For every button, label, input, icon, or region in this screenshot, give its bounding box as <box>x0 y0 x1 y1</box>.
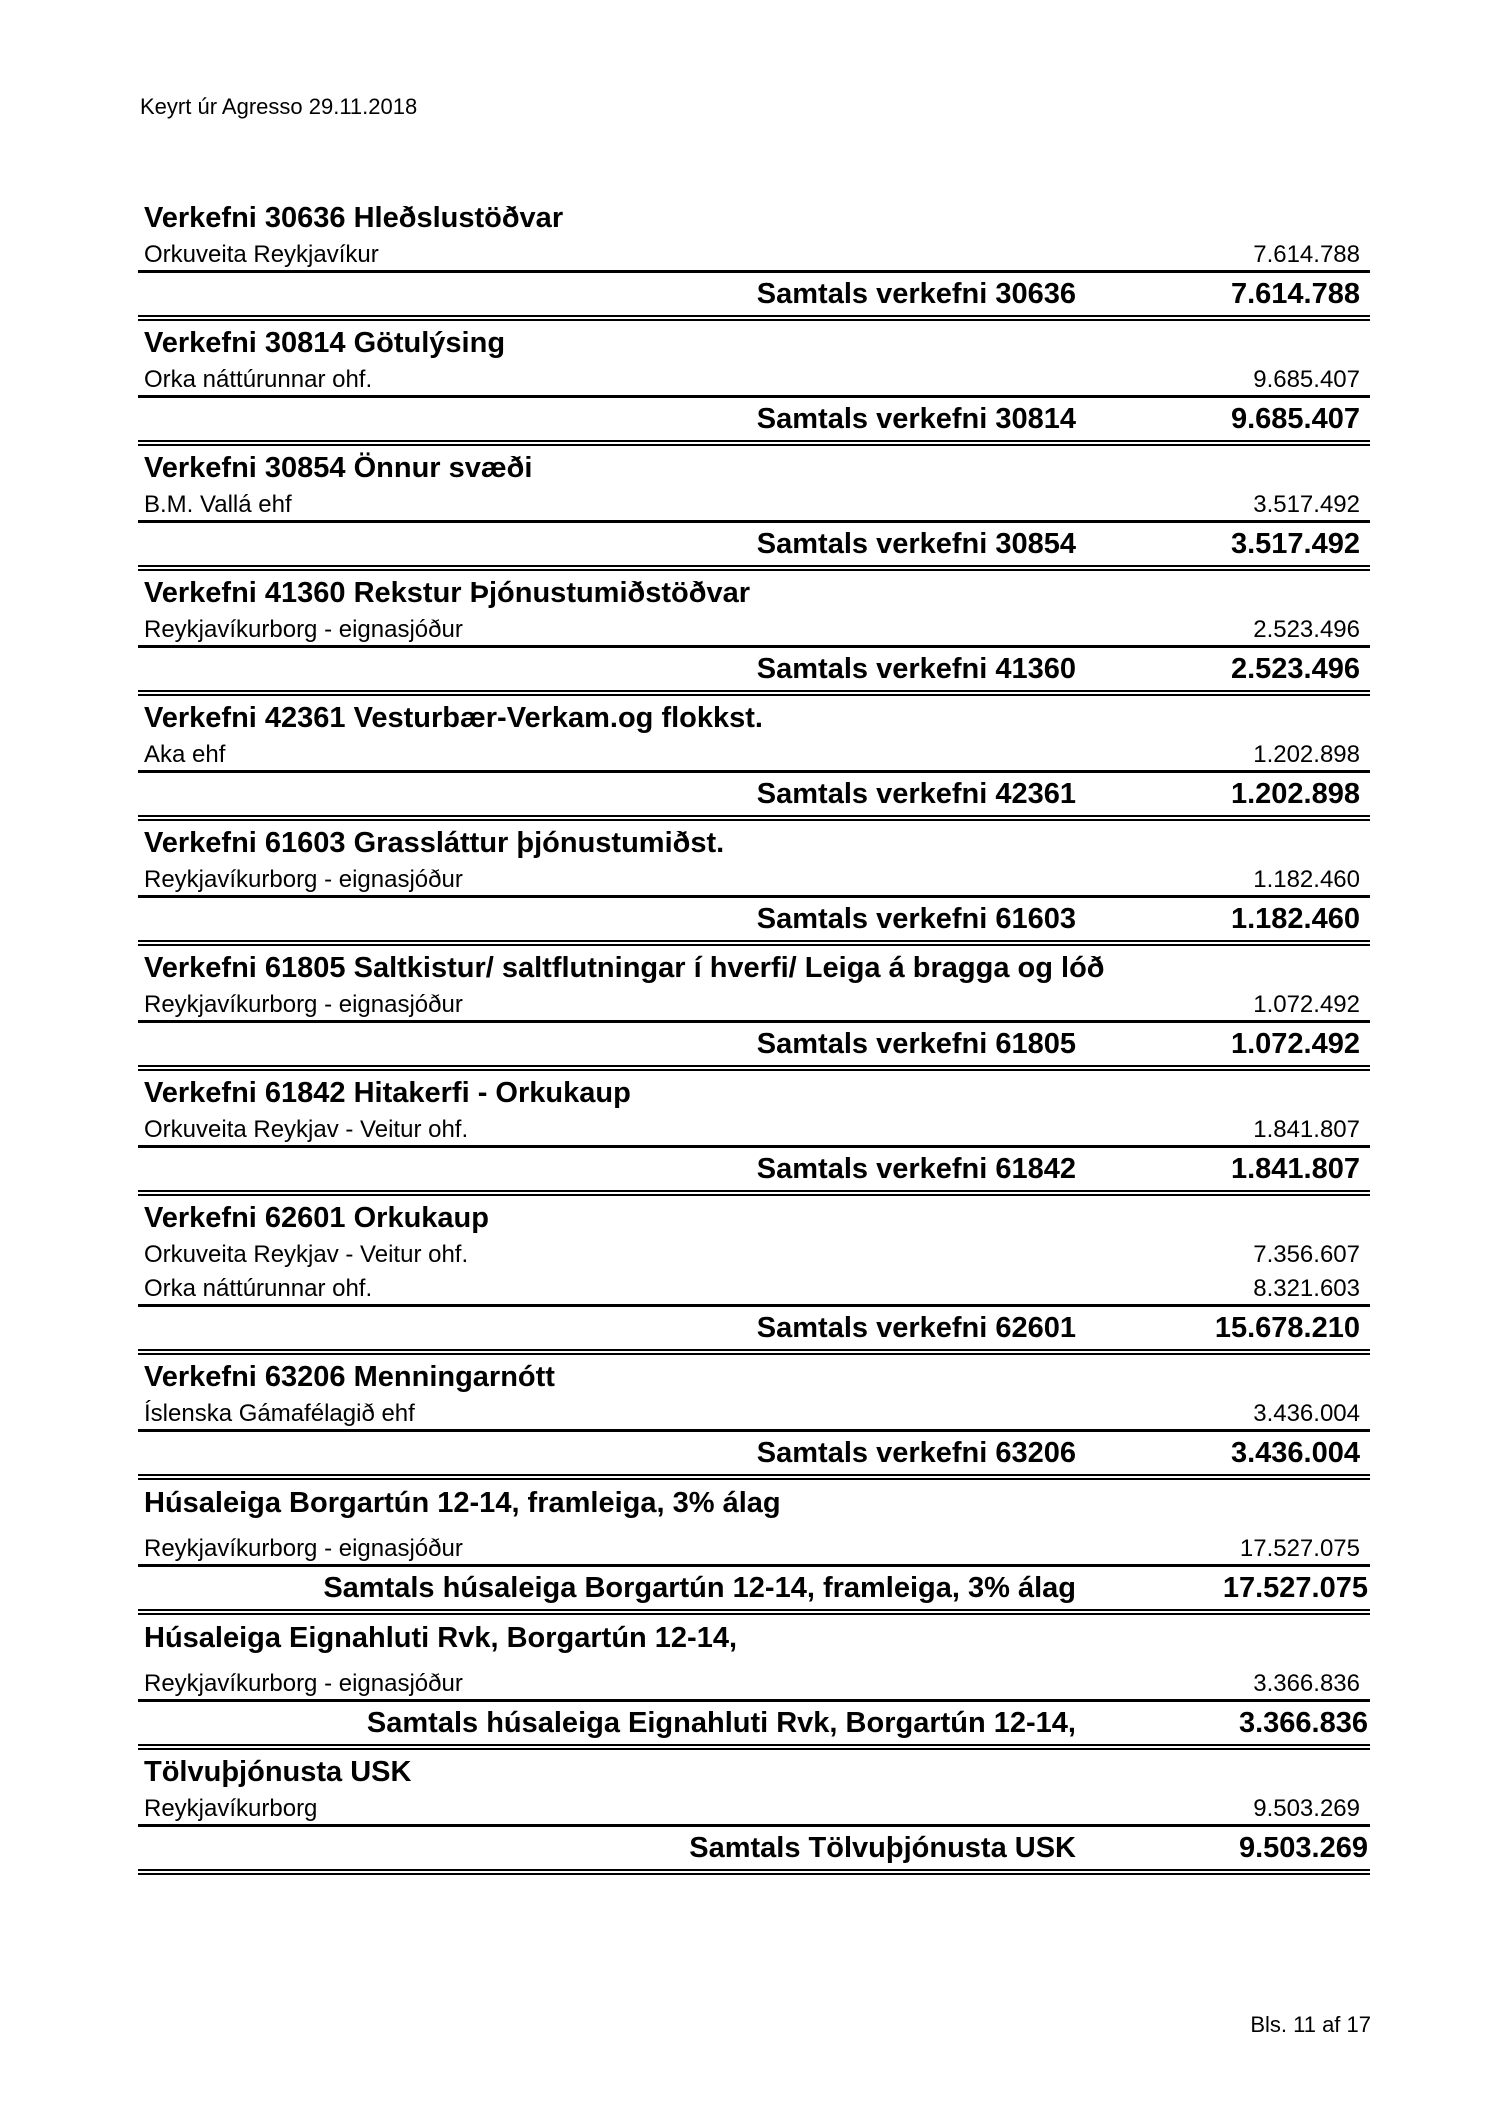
section-title: Verkefni 62601 Orkukaup <box>144 1202 489 1234</box>
vendor-name: Aka ehf <box>144 741 226 768</box>
total-amount: 2.523.496 <box>1230 653 1360 685</box>
vendor-line <box>138 736 1370 773</box>
total-amount: 3.366.836 <box>1238 1707 1368 1739</box>
section-total <box>138 773 1370 821</box>
vendor-line <box>138 486 1370 523</box>
section-total <box>138 1567 1370 1615</box>
total-label: Samtals verkefni 41360 <box>756 653 1076 685</box>
section-total <box>138 1148 1370 1196</box>
total-amount: 1.841.807 <box>1230 1153 1360 1185</box>
vendor-amount: 1.841.807 <box>1253 1116 1360 1143</box>
total-amount: 1.072.492 <box>1230 1028 1360 1060</box>
vendor-name: Orkuveita Reykjavíkur <box>144 241 379 268</box>
section-total <box>138 398 1370 446</box>
project-cost-list <box>138 196 1370 1875</box>
section-total <box>138 523 1370 571</box>
vendor-name: Reykjavíkurborg - eignasjóður <box>144 1670 463 1697</box>
vendor-line <box>138 361 1370 398</box>
vendor-amount: 3.436.004 <box>1253 1400 1360 1427</box>
total-label: Samtals verkefni 30814 <box>756 403 1076 435</box>
total-label: Samtals verkefni 63206 <box>756 1437 1076 1469</box>
vendor-amount: 2.523.496 <box>1253 616 1360 643</box>
section-title: Tölvuþjónusta USK <box>144 1756 412 1788</box>
total-amount: 15.678.210 <box>1214 1312 1360 1344</box>
export-note: Keyrt úr Agresso 29.11.2018 <box>140 94 418 119</box>
rent-section <box>138 1615 1370 1750</box>
vendor-amount: 8.321.603 <box>1253 1275 1360 1302</box>
section-total <box>138 1307 1370 1355</box>
vendor-amount: 1.202.898 <box>1253 741 1360 768</box>
page-number: Bls. 11 af 17 <box>1250 2012 1371 2037</box>
section-title: Verkefni 63206 Menningarnótt <box>144 1361 555 1393</box>
vendor-line <box>138 1236 1370 1270</box>
vendor-name: B.M. Vallá ehf <box>144 491 292 518</box>
vendor-name: Reykjavíkurborg - eignasjóður <box>144 866 463 893</box>
vendor-name: Orkuveita Reykjav - Veitur ohf. <box>144 1241 469 1268</box>
project-section <box>138 821 1370 946</box>
section-total <box>138 273 1370 321</box>
section-title: Verkefni 30854 Önnur svæði <box>144 452 533 484</box>
vendor-line <box>138 1790 1370 1827</box>
vendor-line <box>138 986 1370 1023</box>
project-section <box>138 696 1370 821</box>
total-amount: 3.436.004 <box>1230 1437 1360 1469</box>
vendor-line <box>138 1111 1370 1148</box>
project-section <box>138 196 1370 321</box>
section-title: Verkefni 61842 Hitakerfi - Orkukaup <box>144 1077 631 1109</box>
vendor-line <box>138 236 1370 273</box>
section-title: Húsaleiga Borgartún 12-14, framleiga, 3% álag <box>144 1487 781 1519</box>
rent-section <box>138 1480 1370 1615</box>
project-section <box>138 571 1370 696</box>
total-amount: 1.182.460 <box>1230 903 1360 935</box>
project-section <box>138 1196 1370 1355</box>
vendor-amount: 1.072.492 <box>1253 991 1360 1018</box>
section-title: Húsaleiga Eignahluti Rvk, Borgartún 12-14, <box>144 1622 738 1654</box>
project-section <box>138 1355 1370 1480</box>
vendor-amount: 17.527.075 <box>1239 1535 1360 1562</box>
section-total <box>138 648 1370 696</box>
vendor-name: Reykjavíkurborg - eignasjóður <box>144 991 463 1018</box>
section-title: Verkefni 30636 Hleðslustöðvar <box>144 202 564 234</box>
project-section <box>138 321 1370 446</box>
vendor-line <box>138 1270 1370 1307</box>
total-label: Samtals Tölvuþjónusta USK <box>689 1832 1076 1864</box>
vendor-line <box>138 861 1370 898</box>
section-title: Verkefni 61603 Grassláttur þjónustumiðst. <box>144 827 725 859</box>
section-total <box>138 1432 1370 1480</box>
section-title: Verkefni 61805 Saltkistur/ saltflutningar í hverfi/ Leiga á bragga og lóð <box>144 952 1105 984</box>
total-amount: 1.202.898 <box>1230 778 1360 810</box>
section-total <box>138 1827 1370 1875</box>
total-label: Samtals húsaleiga Eignahluti Rvk, Borgartún 12-14, <box>366 1707 1076 1739</box>
vendor-name: Íslenska Gámafélagið ehf <box>144 1400 415 1427</box>
total-label: Samtals verkefni 30854 <box>756 528 1076 560</box>
vendor-amount: 9.685.407 <box>1253 366 1360 393</box>
vendor-line <box>138 1665 1370 1702</box>
vendor-name: Reykjavíkurborg - eignasjóður <box>144 1535 463 1562</box>
vendor-line <box>138 1395 1370 1432</box>
project-section <box>138 946 1370 1071</box>
total-amount: 17.527.075 <box>1222 1572 1368 1604</box>
vendor-amount: 7.356.607 <box>1253 1241 1360 1268</box>
total-label: Samtals verkefni 62601 <box>756 1312 1076 1344</box>
total-amount: 9.685.407 <box>1230 403 1360 435</box>
vendor-name: Reykjavíkurborg - eignasjóður <box>144 616 463 643</box>
total-label: Samtals verkefni 61603 <box>756 903 1076 935</box>
total-label: Samtals verkefni 61842 <box>756 1153 1076 1185</box>
vendor-amount: 3.366.836 <box>1253 1670 1360 1697</box>
vendor-name: Orka náttúrunnar ohf. <box>144 1275 373 1302</box>
vendor-amount: 9.503.269 <box>1253 1795 1360 1822</box>
section-total <box>138 1023 1370 1071</box>
total-amount: 7.614.788 <box>1230 278 1360 310</box>
total-label: Samtals verkefni 61805 <box>756 1028 1076 1060</box>
section-title: Verkefni 41360 Rekstur Þjónustumiðstöðvar <box>144 577 750 609</box>
vendor-amount: 3.517.492 <box>1253 491 1360 518</box>
section-title: Verkefni 42361 Vesturbær-Verkam.og flokkst. <box>144 702 763 734</box>
total-amount: 9.503.269 <box>1238 1832 1368 1864</box>
vendor-amount: 1.182.460 <box>1253 866 1360 893</box>
project-section <box>138 446 1370 571</box>
it-service-section <box>138 1750 1370 1875</box>
vendor-line <box>138 1530 1370 1567</box>
total-label: Samtals verkefni 42361 <box>756 778 1076 810</box>
vendor-line <box>138 611 1370 648</box>
total-label: Samtals húsaleiga Borgartún 12-14, framleiga, 3% álag <box>323 1572 1076 1604</box>
project-section <box>138 1071 1370 1196</box>
vendor-name: Orka náttúrunnar ohf. <box>144 366 373 393</box>
total-label: Samtals verkefni 30636 <box>756 278 1076 310</box>
section-total <box>138 1702 1370 1750</box>
vendor-name: Reykjavíkurborg <box>144 1795 318 1822</box>
vendor-name: Orkuveita Reykjav - Veitur ohf. <box>144 1116 469 1143</box>
total-amount: 3.517.492 <box>1230 528 1360 560</box>
section-title: Verkefni 30814 Götulýsing <box>144 327 506 359</box>
vendor-amount: 7.614.788 <box>1253 241 1360 268</box>
section-total <box>138 898 1370 946</box>
